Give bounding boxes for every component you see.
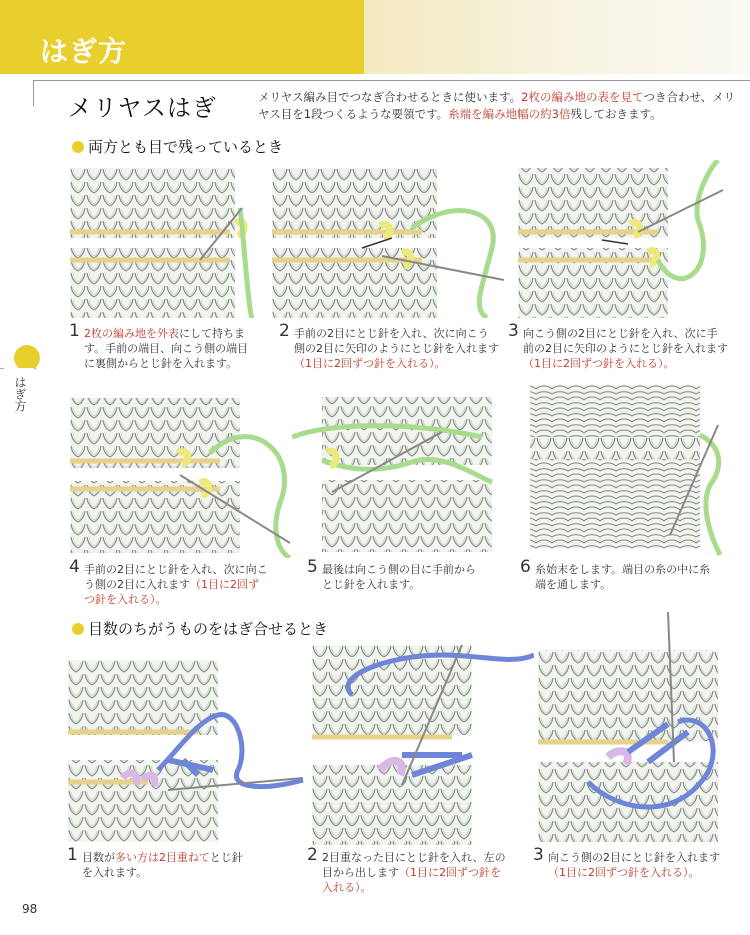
s2-step3-caption — [533, 845, 733, 880]
s1-step6-caption — [520, 557, 720, 592]
step1-illustration — [70, 168, 270, 318]
side-tab-label: はぎ方 — [13, 376, 27, 412]
s1-step5-caption — [307, 557, 482, 592]
top-rule — [33, 80, 750, 81]
step-number: 1 — [69, 321, 80, 341]
header-band — [0, 0, 364, 74]
step5-illustration — [292, 392, 502, 557]
s2-step1-illustration — [68, 660, 308, 845]
step-text: 向こう側の2目にとじ針を入れ、次に手前の2目に矢印のようにとじ針を入れます — [523, 327, 728, 355]
intro-part3: つき合わせ、メリヤス目を1段つくるような要領です。 — [258, 90, 736, 121]
intro-text — [258, 89, 738, 123]
step-number: 3 — [508, 321, 519, 341]
step-note: （1目に2回ずつ針を入れる）。 — [523, 357, 675, 370]
step-note: （1目に2回ずつ針を入れる）。 — [294, 357, 446, 370]
step-number: 2 — [307, 845, 318, 865]
step-highlight: 多い方は2目重ねて — [115, 851, 210, 864]
s2-step2-illustration — [312, 645, 534, 845]
intro-part5: 残しておきます。 — [570, 107, 662, 121]
section1-title-text: 両方とも目で残っているとき — [88, 138, 284, 156]
step-note: （1目に2回ずつ針を入れる）。 — [322, 866, 501, 894]
s2-step2-caption — [307, 845, 507, 895]
s1-step2-caption — [279, 321, 499, 371]
step-number: 2 — [279, 321, 290, 341]
intro-part1: メリヤス編み目でつなぎ合わせるときに使います。 — [258, 90, 522, 104]
s2-step1-caption — [67, 845, 252, 880]
step-text: 2目重なった目にとじ針を入れ、左の目から出します — [322, 851, 506, 879]
step-text: 最後は向こう側の目に手前からとじ針を入れます。 — [322, 563, 476, 591]
s1-step1-caption — [69, 321, 254, 371]
step3-illustration — [518, 160, 738, 318]
header-tab-label: はぎ方 — [40, 35, 128, 68]
intro-part2: 2枚の編み地の表を見て — [521, 90, 644, 104]
bullet-icon — [72, 141, 84, 153]
s1-step3-caption — [508, 321, 728, 371]
main-title: メリヤスはぎ — [68, 94, 218, 122]
step-text: 向こう側の2目にとじ針を入れます — [548, 851, 720, 864]
step-text: 手前の2目にとじ針を入れ、次に向こう側の2目に矢印のようにとじ針を入れます — [294, 327, 499, 355]
step-pre: 目数が — [82, 851, 115, 864]
step2-illustration — [272, 168, 512, 318]
section1-title — [72, 136, 283, 157]
step-text: とじ針を入れます。 — [82, 851, 243, 879]
side-tab — [4, 368, 34, 428]
s1-step4-caption — [69, 557, 269, 607]
step-number: 1 — [67, 845, 78, 865]
step-number: 3 — [533, 845, 544, 865]
step-number: 5 — [307, 557, 318, 577]
step6-illustration — [520, 385, 735, 557]
step-number: 6 — [520, 557, 531, 577]
step-note: （1目に2回ずつ針を入れる）。 — [84, 578, 259, 606]
step-highlight: 2枚の編み地を外表 — [84, 327, 179, 340]
s2-step3-illustration — [538, 612, 738, 845]
step4-illustration — [70, 393, 295, 558]
header-fade — [364, 0, 750, 74]
step-note: （1目に2回ずつ針を入れる）。 — [548, 866, 700, 879]
bullet-icon — [72, 623, 84, 635]
step-text: にして持ちます。手前の端目、向こう側の端目に裏側からとじ針を入れます。 — [84, 327, 249, 370]
section2-title — [72, 618, 328, 639]
step-text: 手前の2目にとじ針を入れ、次に向こう側の2目に入れます — [84, 563, 268, 591]
page-number: 98 — [22, 902, 38, 916]
intro-part4: 糸端を編み地幅の約3倍 — [448, 107, 571, 121]
step-number: 4 — [69, 557, 80, 577]
step-text: 糸始末をします。端目の糸の中に糸端を通します。 — [535, 563, 711, 591]
section2-title-text: 目数のちがうものをはぎ合せるとき — [88, 620, 329, 638]
top-rule-vertical — [33, 80, 34, 106]
